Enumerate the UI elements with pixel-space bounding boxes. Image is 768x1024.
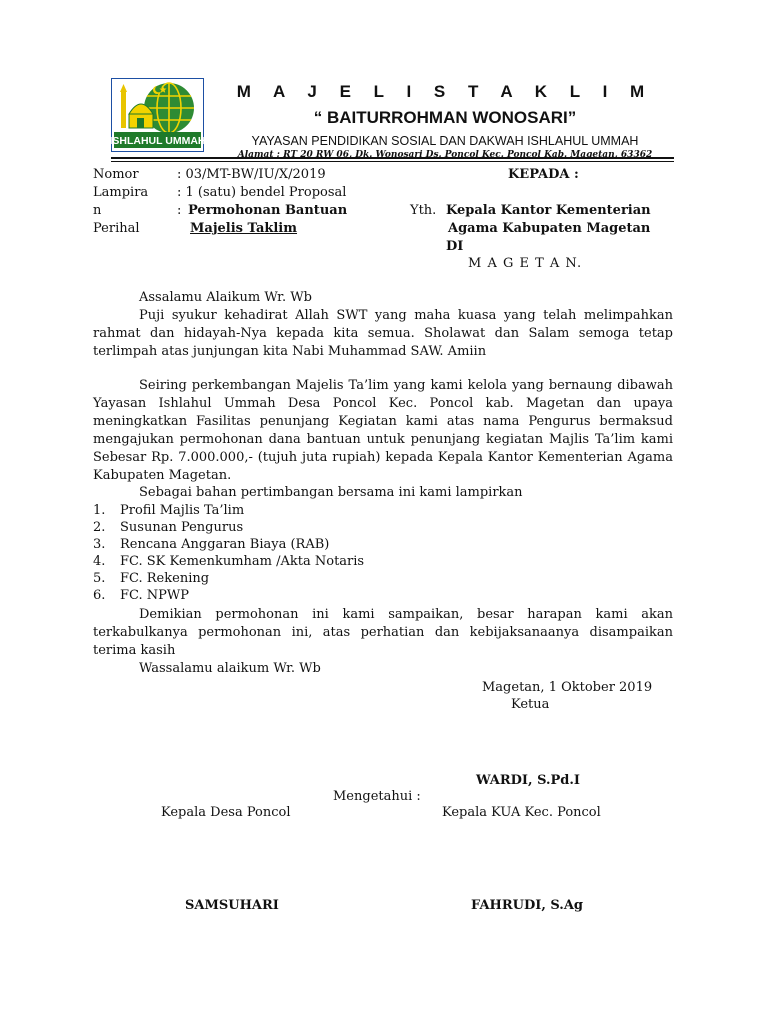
kua-title: Kepala KUA Kec. Poncol (442, 805, 601, 820)
list-item: 4. FC. SK Kemenkumham /Akta Notaris (93, 554, 365, 569)
header-divider-thin (111, 161, 674, 162)
list-item: 5. FC. Rekening (93, 571, 210, 586)
letterhead-title: M A J E L I S T A K L I M (236, 82, 654, 101)
kepada-label: KEPADA : (508, 167, 579, 182)
list-item: 6. FC. NPWP (93, 588, 189, 603)
recipient-line-4: M A G E T A N. (468, 256, 583, 271)
place-date: Magetan, 1 Oktober 2019 (482, 680, 653, 695)
nomor-label: Nomor (93, 167, 139, 182)
paragraph-4: Demikian permohonan ini kami sampaikan, besar harapan kami akan terkabulkanya permohonan ini, atas perhatian dan kebijaksanaanya disampaikan terima kasih (93, 607, 673, 658)
letterhead-address: Alamat : RT 20 RW 06, Dk. Wonosari Ds. Poncol Kec. Poncol Kab. Magetan, 63362 (237, 150, 653, 160)
recipient-line-3: DI (446, 239, 464, 254)
perihal-colon: : (177, 203, 182, 218)
lampiran-label-2: n (93, 203, 102, 218)
logo-text: ISHLAHUL UMMAH (111, 135, 204, 147)
yth-label: Yth. (410, 203, 437, 218)
mosque-globe-logo-icon (111, 78, 204, 152)
letterhead (210, 80, 680, 160)
ketua-title: Ketua (511, 697, 550, 712)
list-item: 2. Susunan Pengurus (93, 520, 244, 535)
perihal-value-2: Majelis Taklim (190, 221, 298, 236)
list-item: 3. Rencana Anggaran Biaya (RAB) (93, 537, 330, 552)
perihal-label: Perihal (93, 221, 140, 236)
recipient-line-1: Kepala Kantor Kementerian (446, 203, 651, 218)
header-divider-thick (111, 157, 674, 159)
organization-logo (111, 78, 204, 152)
closing-greeting: Wassalamu alaikum Wr. Wb (139, 661, 321, 676)
lampiran-label-1: Lampira (93, 185, 149, 200)
kua-name: FAHRUDI, S.Ag (471, 898, 584, 913)
paragraph-3: Sebagai bahan pertimbangan bersama ini kami lampirkan (139, 485, 523, 500)
perihal-value-1: Permohonan Bantuan (188, 203, 348, 218)
greeting: Assalamu Alaikum Wr. Wb (139, 290, 312, 305)
lampiran-value: : 1 (satu) bendel Proposal (177, 185, 347, 200)
ketua-name: WARDI, S.Pd.I (476, 773, 580, 788)
letterhead-name: “ BAITURROHMAN WONOSARI” (313, 108, 577, 127)
paragraph-1: Puji syukur kehadirat Allah SWT yang maha kuasa yang telah melimpahkan rahmat dan hidayah-Nya kepada kita semua. Sholawat dan Salam semoga tetap terlimpah atas junjungan kita Nabi Muhammad SAW. Amiin (93, 308, 673, 359)
paragraph-2: Seiring perkembangan Majelis Ta’lim yang kami kelola yang bernaung dibawah Yayasan Ishlahul Ummah Desa Poncol Kec. Poncol kab. Magetan dan upaya meningkatkan Fasilitas penunjang Kegiatan kami atas nama Pengurus bermaksud mengajukan permohonan dana bantuan untuk penunjang kegiatan Majlis Ta’lim kami Sebesar Rp. 7.000.000,- (tujuh juta rupiah) kepada Kepala Kantor Kementerian Agama Kabupaten Magetan. (93, 378, 673, 483)
mengetahui-label: Mengetahui : (333, 789, 421, 804)
nomor-value: : 03/MT-BW/IU/X/2019 (177, 167, 326, 182)
list-item: 1. Profil Majlis Ta’lim (93, 503, 245, 518)
letterhead-foundation: YAYASAN PENDIDIKAN SOSIAL DAN DAKWAH ISHLAHUL UMMAH (251, 134, 639, 148)
recipient-line-2: Agama Kabupaten Magetan (448, 221, 651, 236)
attachment-list (93, 502, 493, 604)
kades-title: Kepala Desa Poncol (161, 805, 291, 820)
kades-name: SAMSUHARI (185, 898, 279, 913)
